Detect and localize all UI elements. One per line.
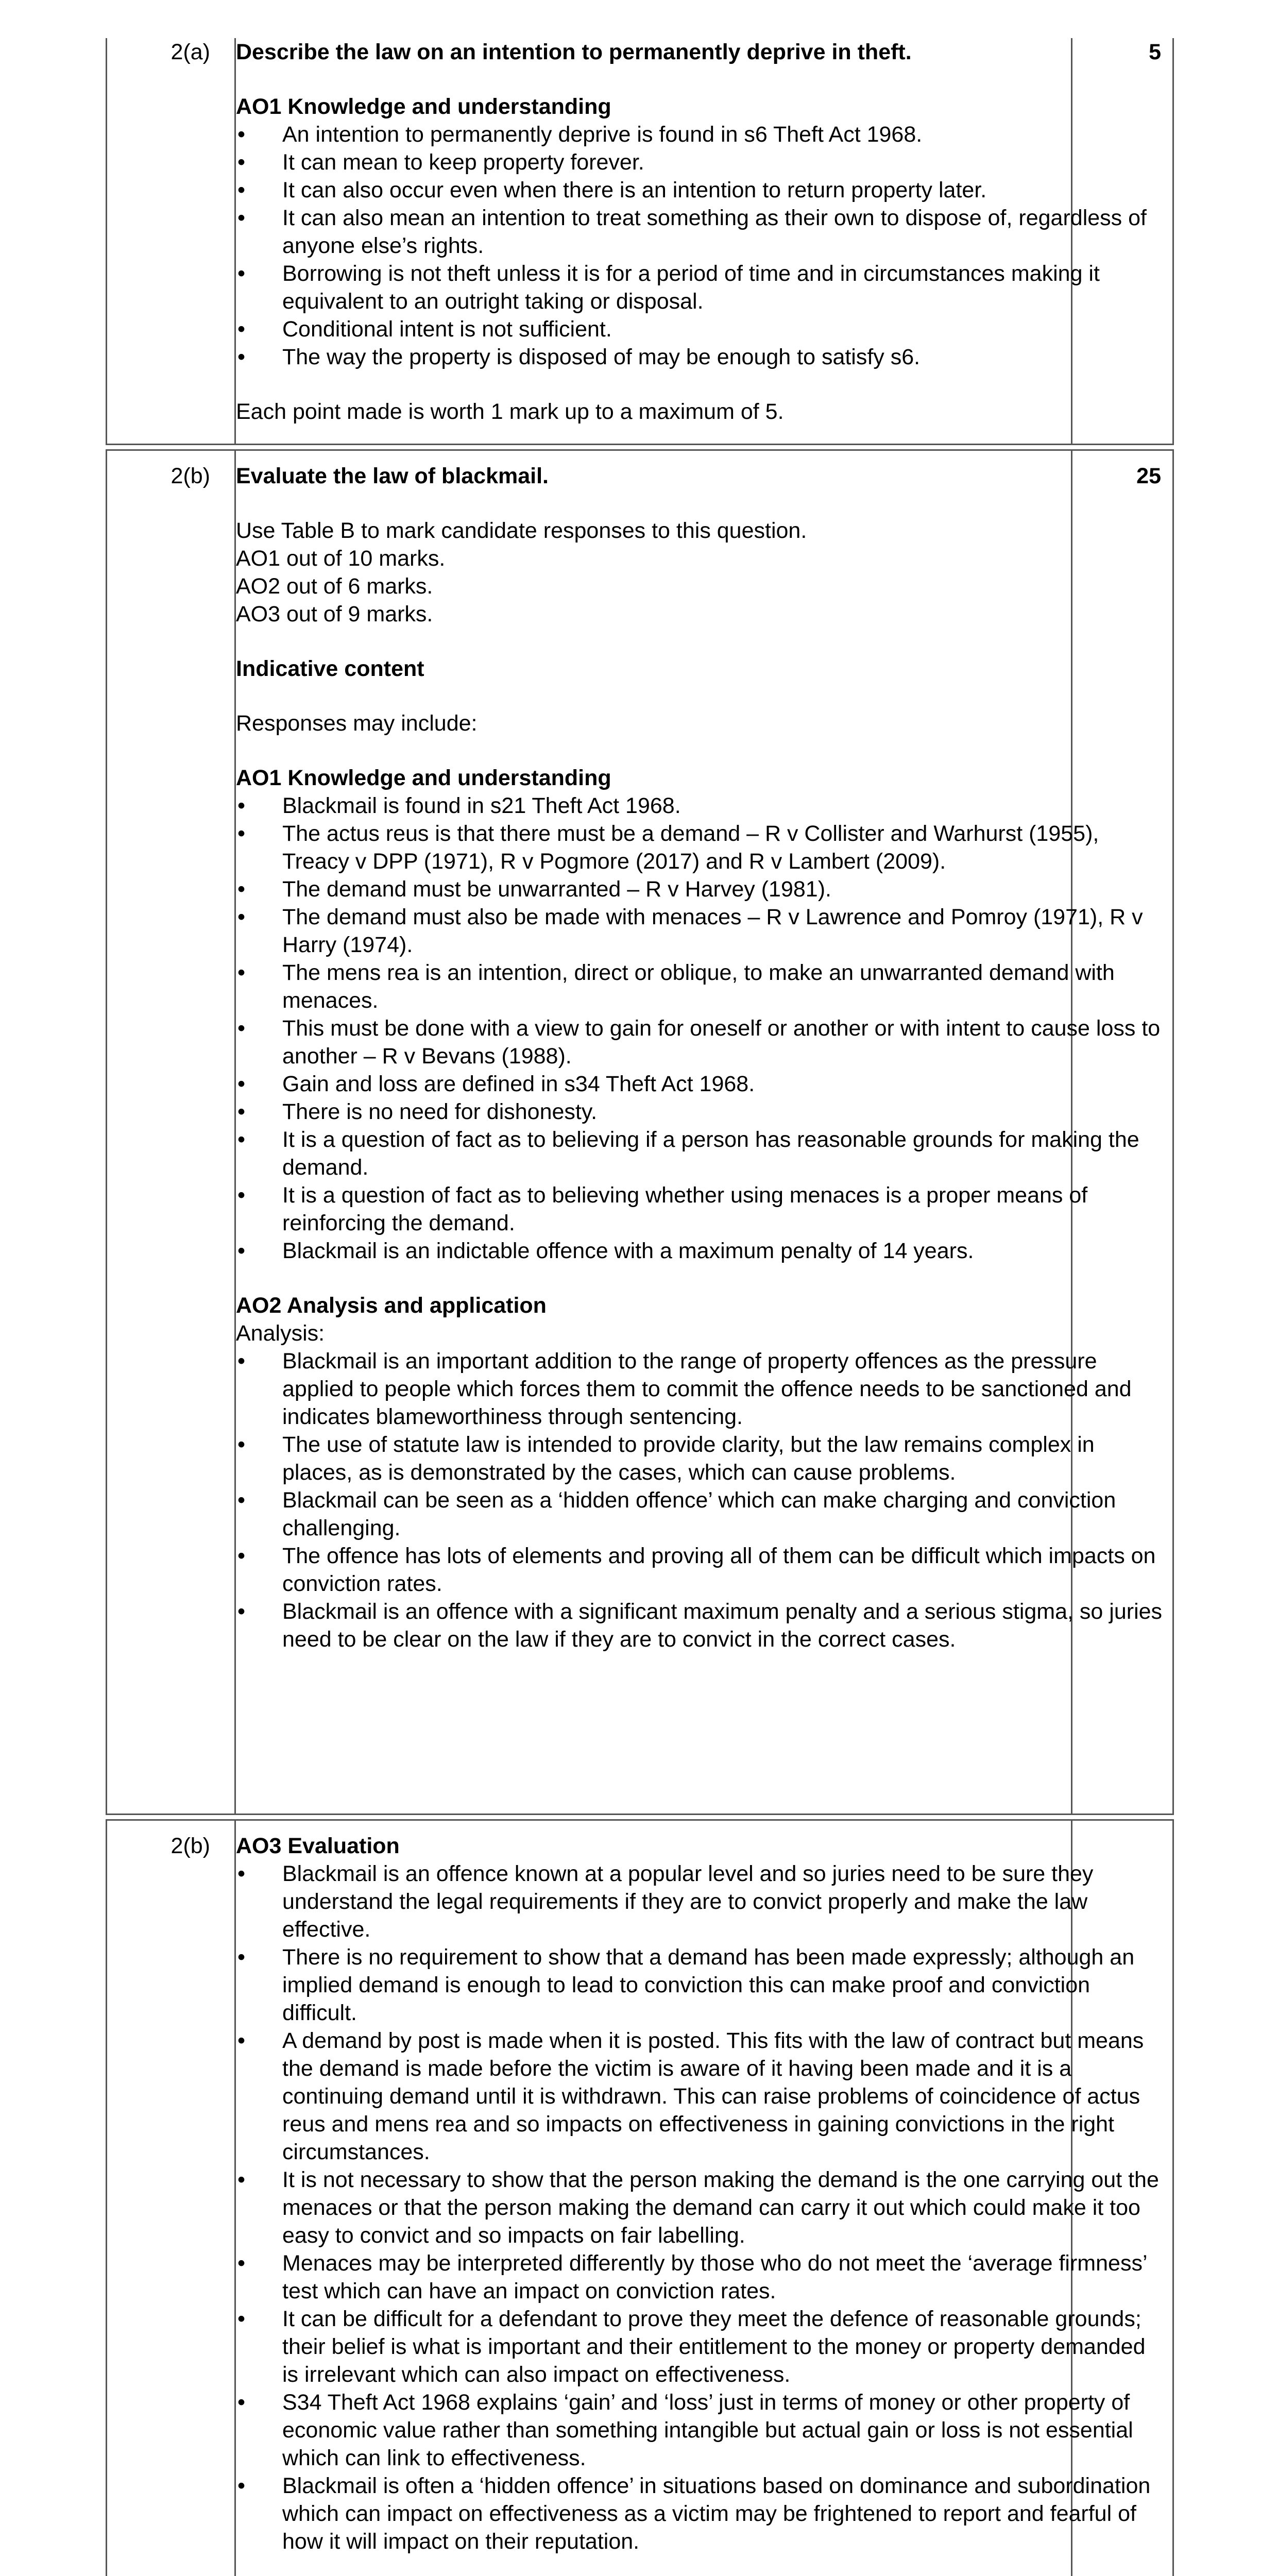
list-item: • Blackmail can be seen as a ‘hidden offence’ which can make charging and conviction challenging. bbox=[236, 1486, 1163, 1542]
list-item: • There is no requirement to show that a demand has been made expressly; although an implied demand is enough to lead to conviction this can make proof and conviction difficult. bbox=[236, 1943, 1163, 2027]
list-item: • It is a question of fact as to believing whether using menaces is a proper means of reinforcing the demand. bbox=[236, 1181, 1163, 1237]
question-number: 2(b) bbox=[171, 464, 210, 488]
bullet-list bbox=[236, 121, 1163, 371]
question-content bbox=[236, 38, 1163, 426]
question-content bbox=[236, 1832, 1163, 2576]
list-item: • The actus reus is that there must be a demand – R v Collister and Warhurst (1955), Treacy v DPP (1971), R v Pogmore (2017) and R v Lambert (2009). bbox=[236, 820, 1163, 875]
question-block-2b bbox=[106, 451, 1174, 1814]
ao2-bullet-list bbox=[236, 1347, 1163, 1653]
list-item: • The demand must also be made with menaces – R v Lawrence and Pomroy (1971), R v Harry (1974). bbox=[236, 903, 1163, 959]
ao1-bullet-list bbox=[236, 792, 1163, 1265]
intro-line: AO1 out of 10 marks. bbox=[236, 546, 446, 571]
ao3-heading: AO3 Evaluation bbox=[236, 1834, 400, 1858]
list-item: • It can mean to keep property forever. bbox=[236, 148, 1163, 176]
list-item: • There is no need for dishonesty. bbox=[236, 1098, 1163, 1126]
list-item: • Blackmail is an offence known at a popular level and so juries need to be sure they understand the legal requirements if they are to convict properly and make the law effective. bbox=[236, 1860, 1163, 1943]
list-item: • Menaces may be interpreted differently by those who do not meet the ‘average firmness’ test which can have an impact on conviction rates. bbox=[236, 2249, 1163, 2305]
question-title: Evaluate the law of blackmail. bbox=[236, 464, 549, 488]
section-heading: AO1 Knowledge and understanding bbox=[236, 94, 611, 119]
ao1-heading: AO1 Knowledge and understanding bbox=[236, 766, 611, 790]
question-marks: 5 bbox=[1149, 40, 1161, 64]
ao2-heading: AO2 Analysis and application bbox=[236, 1293, 547, 1318]
question-block-2a bbox=[106, 38, 1174, 444]
intro-line: Use Table B to mark candidate responses to this question. bbox=[236, 518, 807, 543]
list-item: • S34 Theft Act 1968 explains ‘gain’ and ‘loss’ just in terms of money or other property of economic value rather than something intangible but actual gain or loss is not essential which can link to effectiveness. bbox=[236, 2388, 1163, 2472]
question-block-2b-continued bbox=[106, 1821, 1174, 2576]
intro-line: AO2 out of 6 marks. bbox=[236, 574, 433, 599]
marking-note: Each point made is worth 1 mark up to a maximum of 5. bbox=[236, 399, 784, 424]
indicative-content-heading: Indicative content bbox=[236, 656, 424, 681]
question-title: Describe the law on an intention to permanently deprive in theft. bbox=[236, 40, 912, 64]
list-item: • Blackmail is often a ‘hidden offence’ in situations based on dominance and subordination which can impact on effectiveness as a victim may be frightened to report and fearful of how it will impact on their reputation. bbox=[236, 2472, 1163, 2555]
row-separator bbox=[106, 1814, 1174, 1821]
question-number: 2(a) bbox=[171, 40, 210, 64]
list-item: • Blackmail is an offence with a significant maximum penalty and a serious stigma, so juries need to be clear on the law if they are to convict in the correct cases. bbox=[236, 1598, 1163, 1653]
list-item: • It can be difficult for a defendant to prove they meet the defence of reasonable grounds; their belief is what is important and their entitlement to the money or property demanded is irrelevant which can also impact on effectiveness. bbox=[236, 2305, 1163, 2388]
list-item: • It can also occur even when there is an intention to return property later. bbox=[236, 176, 1163, 204]
list-item: • Gain and loss are defined in s34 Theft Act 1968. bbox=[236, 1070, 1163, 1098]
question-marks: 25 bbox=[1136, 464, 1161, 488]
list-item: • It is not necessary to show that the person making the demand is the one carrying out the menaces or that the person making the demand can carry it out which could make it too easy to convict and so impacts on fair labelling. bbox=[236, 2166, 1163, 2249]
list-item: • An intention to permanently deprive is found in s6 Theft Act 1968. bbox=[236, 121, 1163, 148]
ao3-bullet-list bbox=[236, 1860, 1163, 2555]
list-item: • Borrowing is not theft unless it is for a period of time and in circumstances making it equivalent to an outright taking or disposal. bbox=[236, 260, 1163, 315]
intro-line: AO3 out of 9 marks. bbox=[236, 602, 433, 626]
list-item: • The demand must be unwarranted – R v Harvey (1981). bbox=[236, 875, 1163, 903]
list-item: • The offence has lots of elements and proving all of them can be difficult which impacts on conviction rates. bbox=[236, 1542, 1163, 1598]
list-item: • It is a question of fact as to believing if a person has reasonable grounds for making the demand. bbox=[236, 1126, 1163, 1181]
row-separator bbox=[106, 444, 1174, 451]
ao2-subheading: Analysis: bbox=[236, 1321, 325, 1346]
question-number: 2(b) bbox=[171, 1834, 210, 1858]
mark-scheme-table bbox=[106, 38, 1174, 2576]
responses-note: Responses may include: bbox=[236, 711, 478, 736]
list-item: • The way the property is disposed of may be enough to satisfy s6. bbox=[236, 343, 1163, 371]
list-item: • This must be done with a view to gain for oneself or another or with intent to cause loss to another – R v Bevans (1988). bbox=[236, 1014, 1163, 1070]
list-item: • It can also mean an intention to treat something as their own to dispose of, regardless of anyone else’s rights. bbox=[236, 204, 1163, 260]
list-item: • Blackmail is found in s21 Theft Act 1968. bbox=[236, 792, 1163, 820]
list-item: • The mens rea is an intention, direct or oblique, to make an unwarranted demand with menaces. bbox=[236, 959, 1163, 1014]
question-content bbox=[236, 462, 1163, 1653]
list-item: • A demand by post is made when it is posted. This fits with the law of contract but means the demand is made before the victim is aware of it having been made and it is a continuing demand until it is withdrawn. This can raise problems of coincidence of actus reus and mens rea and so impacts on effectiveness in gaining convictions in the right circumstances. bbox=[236, 2027, 1163, 2166]
list-item: • Blackmail is an indictable offence with a maximum penalty of 14 years. bbox=[236, 1237, 1163, 1265]
list-item: • The use of statute law is intended to provide clarity, but the law remains complex in places, as is demonstrated by the cases, which can cause problems. bbox=[236, 1431, 1163, 1486]
list-item: • Blackmail is an important addition to the range of property offences as the pressure applied to people which forces them to commit the offence needs to be sanctioned and indicates blameworthiness through sentencing. bbox=[236, 1347, 1163, 1431]
list-item: • Conditional intent is not sufficient. bbox=[236, 315, 1163, 343]
